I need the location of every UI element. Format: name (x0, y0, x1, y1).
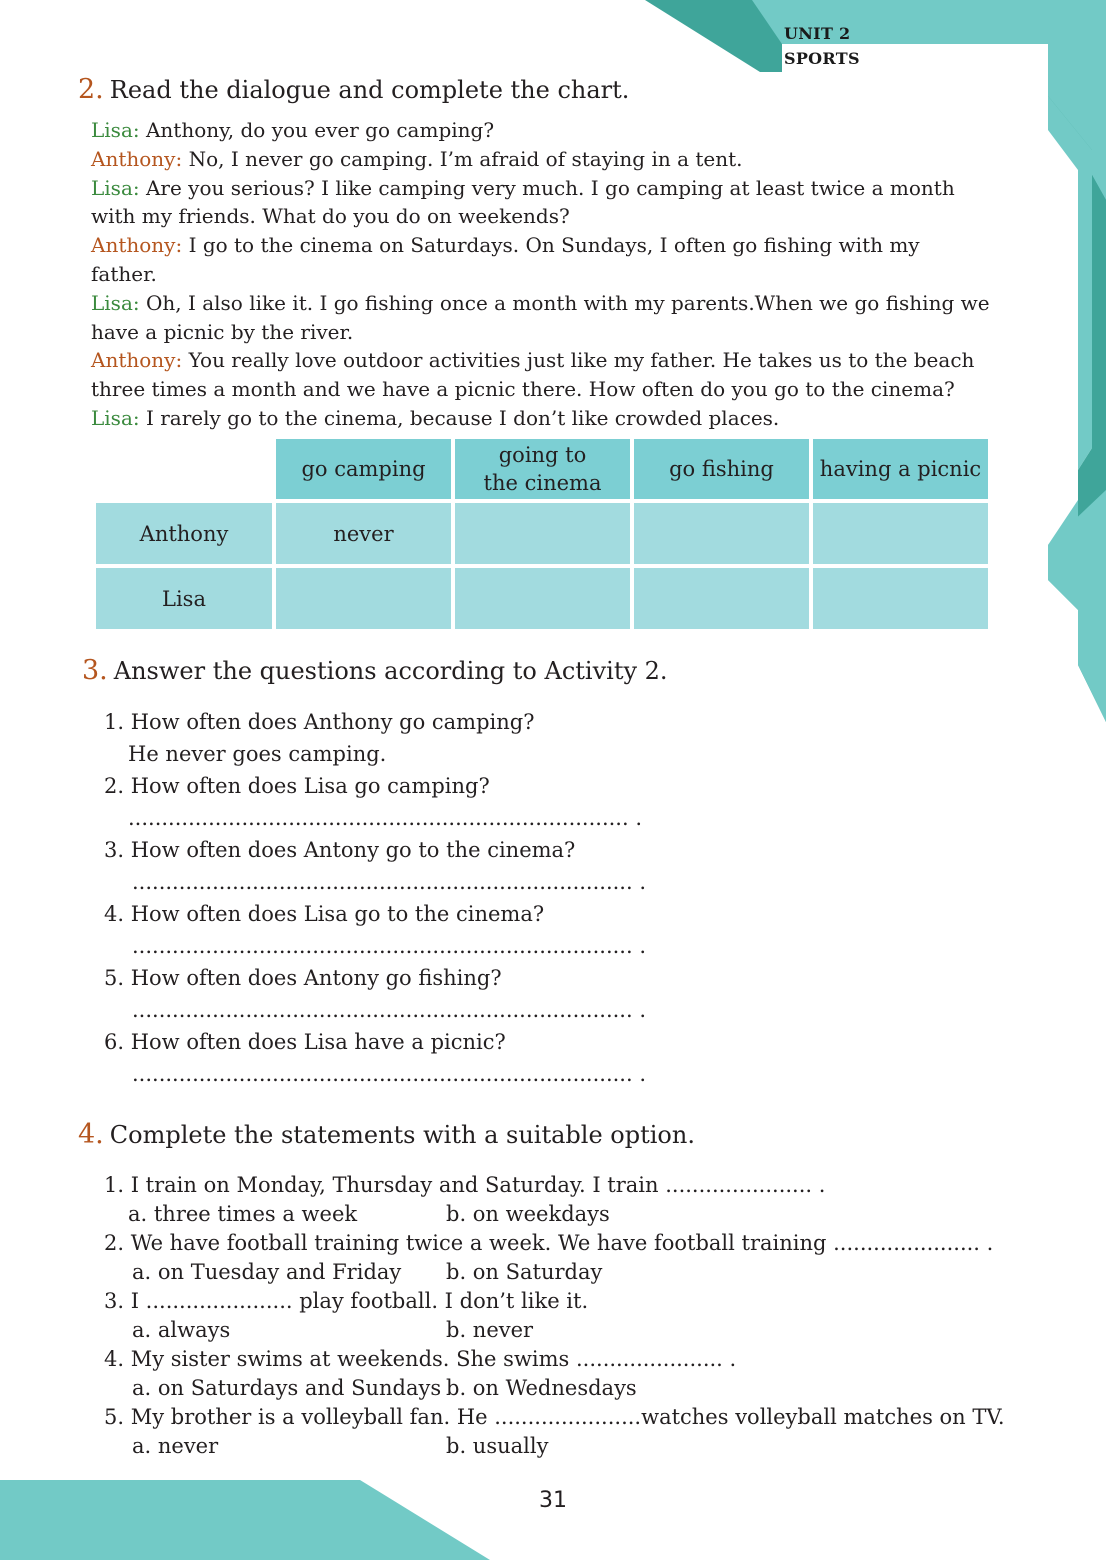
section-4-number: 4. (78, 1119, 104, 1150)
statement: 2. We have football training twice a week. We have football training ...................... . (104, 1231, 994, 1255)
option-b[interactable]: b. never (446, 1318, 534, 1342)
option-b[interactable]: b. on Saturday (446, 1260, 603, 1284)
chart-header-cell: go camping (276, 439, 451, 499)
option-a[interactable]: a. three times a week (128, 1202, 358, 1226)
dialogue-text: No, I never go camping. I’m afraid of staying in a tent. (188, 146, 743, 171)
dialogue-text: I go to the cinema on Saturdays. On Sundays, I often go fishing with my father. (91, 233, 920, 286)
answer-blank[interactable]: ........................................................................... . (128, 806, 642, 830)
section-3-number: 3. (82, 655, 108, 686)
option-row (104, 1200, 1005, 1229)
answer: He never goes camping. (128, 742, 387, 766)
answer-blank[interactable]: ........................................................................... . (132, 998, 646, 1022)
question: 4. How often does Lisa go to the cinema? (104, 902, 545, 926)
page-number: 31 (539, 1488, 567, 1513)
topic-label: SPORTS (784, 49, 860, 68)
speaker-lisa: Lisa: (91, 175, 140, 200)
chart-corner (96, 439, 272, 499)
dialogue-line (91, 231, 991, 289)
chart-row-lisa (96, 568, 988, 629)
frequency-chart (92, 435, 992, 633)
section-4-title (78, 1119, 695, 1150)
question-list (104, 706, 646, 1090)
dialogue-text: Are you serious? I like camping very much. I go camping at least twice a month with my friends. What do you do on weekends? (91, 175, 955, 229)
chart-cell[interactable] (634, 503, 809, 564)
speaker-lisa: Lisa: (91, 118, 140, 142)
section-2-heading: Read the dialogue and complete the chart. (109, 76, 630, 104)
dialogue-text: Anthony, do you ever go camping? (145, 118, 495, 142)
speaker-lisa: Lisa: (91, 405, 140, 430)
answer-blank[interactable]: ........................................................................... . (132, 934, 646, 958)
statement: 5. My brother is a volleyball fan. He ......................watches volleyball matches on TV. (104, 1405, 1005, 1429)
dialogue-line (91, 404, 991, 433)
option-b[interactable]: b. on weekdays (446, 1202, 610, 1226)
chart-cell[interactable] (276, 568, 451, 629)
dialogue-line (91, 346, 991, 404)
chart-header-cell: having a picnic (813, 439, 988, 499)
question: 6. How often does Lisa have a picnic? (104, 1030, 506, 1054)
dialogue (91, 116, 991, 433)
dialogue-line (91, 145, 991, 174)
speaker-anthony: Anthony: (91, 233, 183, 258)
dialogue-line (91, 174, 991, 232)
statement: 3. I ...................... play football. I don’t like it. (104, 1289, 589, 1313)
option-row (104, 1432, 1005, 1461)
chart-row-label: Lisa (96, 568, 272, 629)
question: 5. How often does Antony go fishing? (104, 966, 502, 990)
question: 2. How often does Lisa go camping? (104, 774, 490, 798)
chart-header-row (96, 439, 988, 499)
dialogue-text: You really love outdoor activities just like my father. He takes us to the beach three times a month and we have a picnic there. How often do you go to the cinema? (91, 348, 975, 402)
chart-row-label: Anthony (96, 503, 272, 564)
unit-label: UNIT 2 (784, 24, 851, 43)
right-edge-notch (1048, 490, 1106, 722)
speaker-anthony: Anthony: (91, 348, 183, 373)
option-row (104, 1316, 1005, 1345)
chart-row-anthony (96, 503, 988, 564)
statement: 4. My sister swims at weekends. She swims ...................... . (104, 1347, 737, 1371)
option-row (104, 1258, 1005, 1287)
chart-cell[interactable] (455, 568, 630, 629)
chart-cell[interactable] (634, 568, 809, 629)
chart-header-cell: going to the cinema (455, 439, 630, 499)
answer-blank[interactable]: ........................................................................... . (132, 1062, 646, 1086)
chart-cell[interactable] (813, 568, 988, 629)
answer-blank[interactable]: ........................................................................... . (132, 870, 646, 894)
chart-cell[interactable]: never (276, 503, 451, 564)
option-a[interactable]: a. never (132, 1434, 219, 1458)
section-2-number: 2. (78, 74, 104, 105)
option-a[interactable]: a. on Tuesday and Friday (132, 1260, 402, 1284)
dialogue-line (91, 289, 991, 347)
statement-list (104, 1171, 1005, 1461)
option-a[interactable]: a. always (132, 1318, 231, 1342)
question: 1. How often does Anthony go camping? (104, 710, 535, 734)
dialogue-text: Oh, I also like it. I go fishing once a month with my parents.When we go fishing we have a picnic by the river. (91, 290, 990, 344)
chart-header-cell: go fishing (634, 439, 809, 499)
dialogue-text: I rarely go to the cinema, because I don’t like crowded places. (145, 405, 780, 430)
chart-cell[interactable] (455, 503, 630, 564)
chart-cell[interactable] (813, 503, 988, 564)
section-2-title (78, 74, 629, 105)
section-3-heading: Answer the questions according to Activity 2. (113, 657, 668, 685)
speaker-anthony: Anthony: (91, 146, 183, 171)
statement: 1. I train on Monday, Thursday and Saturday. I train ...................... . (104, 1173, 826, 1197)
question: 3. How often does Antony go to the cinema? (104, 838, 576, 862)
option-a[interactable]: a. on Saturdays and Sundays (132, 1376, 442, 1400)
dialogue-line (91, 116, 991, 145)
option-row (104, 1374, 1005, 1403)
option-b[interactable]: b. usually (446, 1434, 549, 1458)
section-4-heading: Complete the statements with a suitable option. (109, 1121, 695, 1149)
section-3-title (82, 655, 668, 686)
option-b[interactable]: b. on Wednesdays (446, 1376, 637, 1400)
speaker-lisa: Lisa: (91, 290, 140, 315)
